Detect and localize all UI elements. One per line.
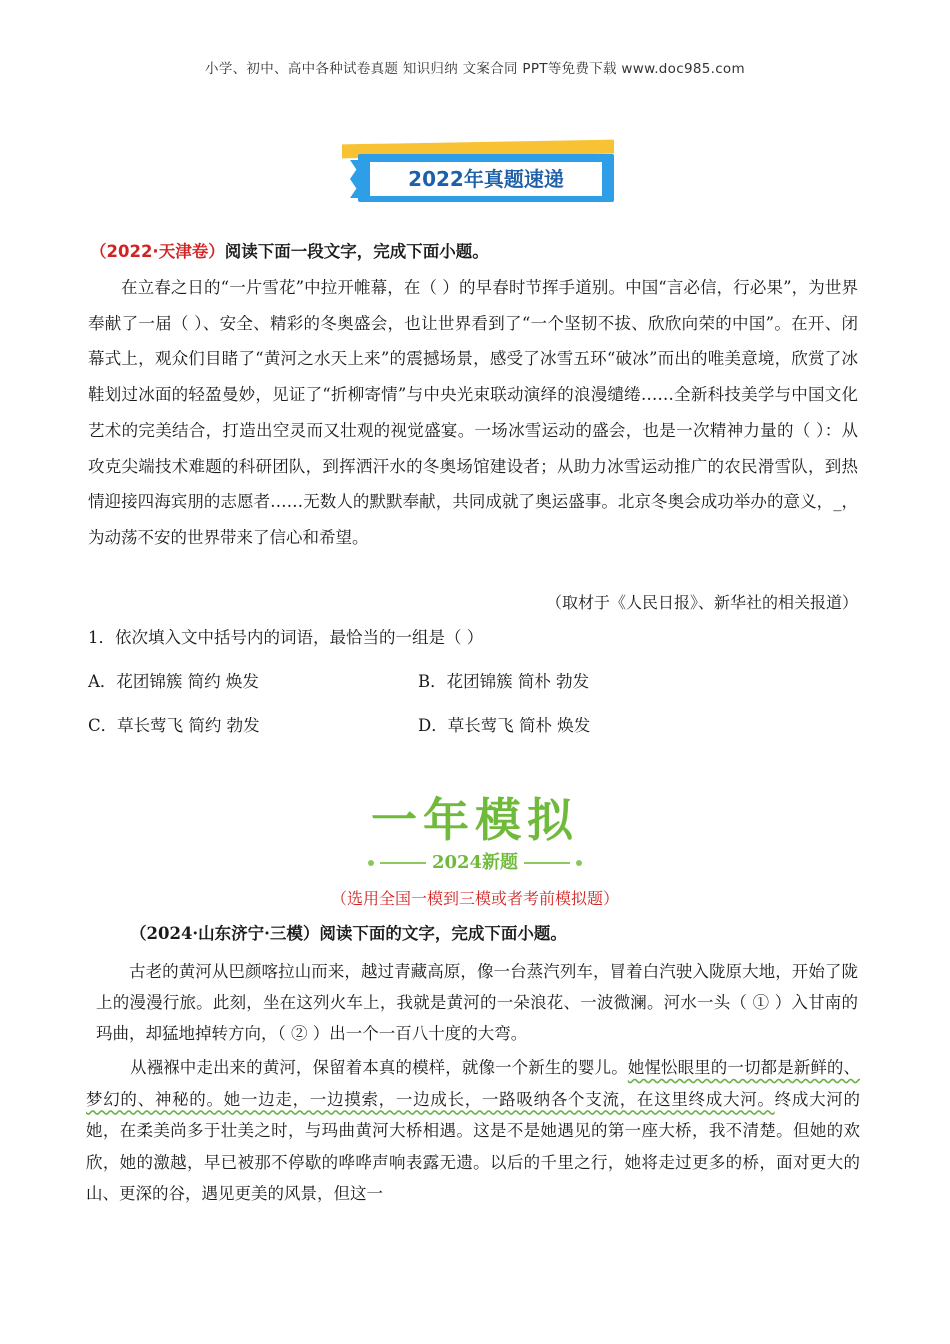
option-a: A．花团锦簇 简约 焕发: [88, 672, 259, 691]
banner-title: 2022年真题速递: [408, 167, 564, 191]
mock-subtitle-text: 2024新题: [431, 852, 519, 873]
decor-line-left: [380, 862, 426, 864]
decor-dot-left: [368, 860, 374, 866]
page-header: 小学、初中、高中各种试卷真题 知识归纳 文案合同 PPT等免费下载 www.doc985.com: [205, 61, 745, 77]
option-b: B．花团锦簇 简朴 勃发: [418, 672, 590, 691]
exam-instruction: 阅读下面一段文字，完成下面小题。: [224, 242, 489, 261]
mock-subtitle: [0, 848, 950, 874]
para2-wavy-underline: 她惺忪眼里的一切都是新鲜的、梦幻的、神秘的。她一边走，一边摸索，一边成长，一路吸纳各个支流，在这里终成大河。: [86, 1058, 861, 1109]
exam-source: （2022·天津卷）: [90, 242, 225, 261]
mock-section-title: 一年模拟: [371, 793, 579, 847]
section-banner: [342, 142, 614, 208]
passage-2022: 在立春之日的“一片雪花”中拉开帷幕，在（ ）的早春时节挥手道别。中国“言必信，行必果”，为世界奉献了一届（ ）、安全、精彩的冬奥盛会，也让世界看到了“一个坚韧不拔、欣欣向荣的中国”。在开、闭幕式上，观众们目睹了“黄河之水天上来”的震撼场景，感受了冰雪五环“破冰”而出的唯美意境，欣赏了冰鞋划过冰面的轻盈曼妙，见证了“折柳寄情”与中央光束联动演绎的浪漫缱绻……全新科技美学与中国文化艺术的完美结合，打造出空灵而又壮观的视觉盛宴。一场冰雪运动的盛会，也是一次精神力量的（ ）：从攻克尖端技术难题的科研团队，到挥洒汗水的冬奥场馆建设者；从助力冰雪运动推广的农民滑雪队，到热情迎接四海宾朋的志愿者……无数人的默默奉献，共同成就了奥运盛事。北京冬奥会成功举办的意义，_，为动荡不安的世界带来了信心和希望。: [88, 278, 858, 547]
option-c: C．草长莺飞 简约 勃发: [88, 716, 260, 735]
question-1: 1．依次填入文中括号内的词语，最恰当的一组是（ ）: [88, 628, 484, 647]
passage-2024-para2: [86, 1052, 860, 1210]
mock-note: （选用全国一模到三模或者考前模拟题）: [330, 889, 619, 908]
option-d: D．草长莺飞 简朴 焕发: [418, 716, 591, 735]
passage-citation: （取材于《人民日报》、新华社的相关报道）: [545, 593, 858, 612]
banner-cap: [350, 160, 366, 198]
decor-dot-right: [576, 860, 582, 866]
passage-2024-para1: 古老的黄河从巴颜喀拉山而来，越过青藏高原，像一台蒸汽列车，冒着白汽驶入陇原大地，开始了陇上的漫漫行旅。此刻，坐在这列火车上，我就是黄河的一朵浪花、一波微澜。河水一头（ ① ）入甘南的玛曲，却猛地掉转方向，（ ② ）出一个一百八十度的大弯。: [96, 962, 858, 1043]
para2-start: 从襁褓中走出来的黄河，保留着本真的模样，就像一个新生的婴儿。: [130, 1058, 628, 1077]
para2-rest: 终成大河的她，在柔美尚多于壮美之时，与玛曲黄河大桥相遇。这是不是她遇见的第一座大桥，我不清楚。但她的欢欣，她的激越，早已被那不停歇的哗哗声响表露无遗。以后的千里之行，她将走过更多的桥，面对更大的山、更深的谷，遇见更美的风景，但这一: [86, 1089, 861, 1203]
question-intro-2024: （2024·山东济宁·三模）阅读下面的文字，完成下面小题。: [130, 924, 567, 943]
decor-line-right: [524, 862, 570, 864]
question-intro-2022: [90, 238, 489, 262]
